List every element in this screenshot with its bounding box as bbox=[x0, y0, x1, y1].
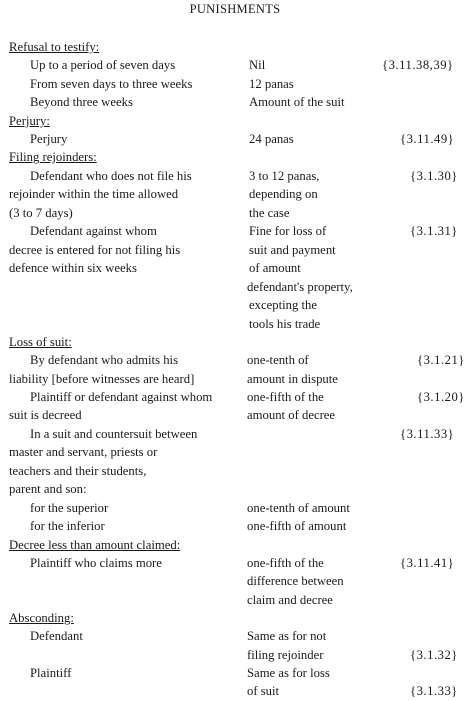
offence-text: for the inferior bbox=[30, 519, 105, 533]
offence-text: (3 to 7 days) bbox=[9, 206, 73, 220]
section-heading-decree: Decree less than amount claimed: bbox=[9, 538, 181, 552]
offence-text: Up to a period of seven days bbox=[30, 58, 176, 72]
fine-text: Nil bbox=[249, 58, 266, 72]
reference-text: {3.1.30} bbox=[410, 169, 458, 183]
offence-text: teachers and their students, bbox=[9, 464, 147, 478]
reference-text: {3.11.33} bbox=[400, 427, 455, 441]
reference-text: {3.11.49} bbox=[400, 132, 455, 146]
offence-text: decree is entered for not filing his bbox=[9, 243, 181, 257]
offence-text: Plaintiff who claims more bbox=[30, 556, 162, 570]
fine-text: 3 to 12 panas, bbox=[249, 169, 320, 183]
fine-text: the case bbox=[249, 206, 290, 220]
offence-text: master and servant, priests or bbox=[9, 445, 158, 459]
fine-text: excepting the bbox=[249, 298, 317, 312]
section-heading-absconding: Absconding: bbox=[9, 611, 74, 625]
offence-text: By defendant who admits his bbox=[30, 353, 179, 367]
fine-text: one-tenth of bbox=[247, 353, 309, 367]
offence-text: Plaintiff or defendant against whom bbox=[30, 390, 213, 404]
offence-text: rejoinder within the time allowed bbox=[9, 187, 179, 201]
offence-text: liability [before witnesses are heard] bbox=[9, 372, 195, 386]
offence-text: Plaintiff bbox=[30, 666, 72, 680]
offence-text: Beyond three weeks bbox=[30, 95, 133, 109]
section-heading-refusal: Refusal to testify: bbox=[9, 40, 100, 54]
offence-text: parent and son: bbox=[9, 482, 87, 496]
fine-text: suit and payment bbox=[249, 243, 336, 257]
offence-text: defence within six weeks bbox=[9, 261, 137, 275]
fine-text: amount in dispute bbox=[247, 372, 338, 386]
reference-text: {3.11.41} bbox=[400, 556, 455, 570]
page-title: PUNISHMENTS bbox=[189, 2, 281, 16]
reference-text: {3.11.38,39} bbox=[382, 58, 454, 72]
section-heading-loss: Loss of suit: bbox=[9, 335, 72, 349]
fine-text: Amount of the suit bbox=[249, 95, 345, 109]
fine-text: 24 panas bbox=[249, 132, 294, 146]
offence-text: In a suit and countersuit between bbox=[30, 427, 198, 441]
fine-text: Fine for loss of bbox=[249, 224, 327, 238]
fine-text: difference between bbox=[247, 574, 344, 588]
offence-text: Defendant bbox=[30, 629, 83, 643]
offence-text: for the superior bbox=[30, 501, 109, 515]
section-heading-perjury: Perjury: bbox=[9, 114, 50, 128]
fine-text: filing rejoinder bbox=[247, 648, 324, 662]
fine-text: of amount bbox=[249, 261, 301, 275]
offence-text: Defendant against whom bbox=[30, 224, 157, 238]
reference-text: {3.1.31} bbox=[410, 224, 458, 238]
fine-text: one-tenth of amount bbox=[247, 501, 350, 515]
fine-text: tools his trade bbox=[249, 317, 321, 331]
reference-text: {3.1.21} bbox=[417, 353, 465, 367]
fine-text: amount of decree bbox=[247, 408, 336, 422]
fine-text: defendant's property, bbox=[247, 280, 353, 294]
offence-text: From seven days to three weeks bbox=[30, 77, 193, 91]
fine-text: 12 panas bbox=[249, 77, 294, 91]
offence-text: suit is decreed bbox=[9, 408, 82, 422]
reference-text: {3.1.20} bbox=[417, 390, 465, 404]
fine-text: one-fifth of amount bbox=[247, 519, 347, 533]
fine-text: one-fifth of the bbox=[247, 556, 324, 570]
section-heading-rejoinders: Filing rejoinders: bbox=[9, 150, 97, 164]
reference-text: {3.1.32} bbox=[410, 648, 458, 662]
fine-text: claim and decree bbox=[247, 593, 333, 607]
reference-text: {3.1.33} bbox=[410, 684, 458, 698]
fine-text: one-fifth of the bbox=[247, 390, 324, 404]
fine-text: depending on bbox=[249, 187, 318, 201]
fine-text: Same as for not bbox=[247, 629, 327, 643]
fine-text: Same as for loss bbox=[247, 666, 330, 680]
offence-text: Perjury bbox=[30, 132, 68, 146]
offence-text: Defendant who does not file his bbox=[30, 169, 192, 183]
fine-text: of suit bbox=[247, 684, 280, 698]
